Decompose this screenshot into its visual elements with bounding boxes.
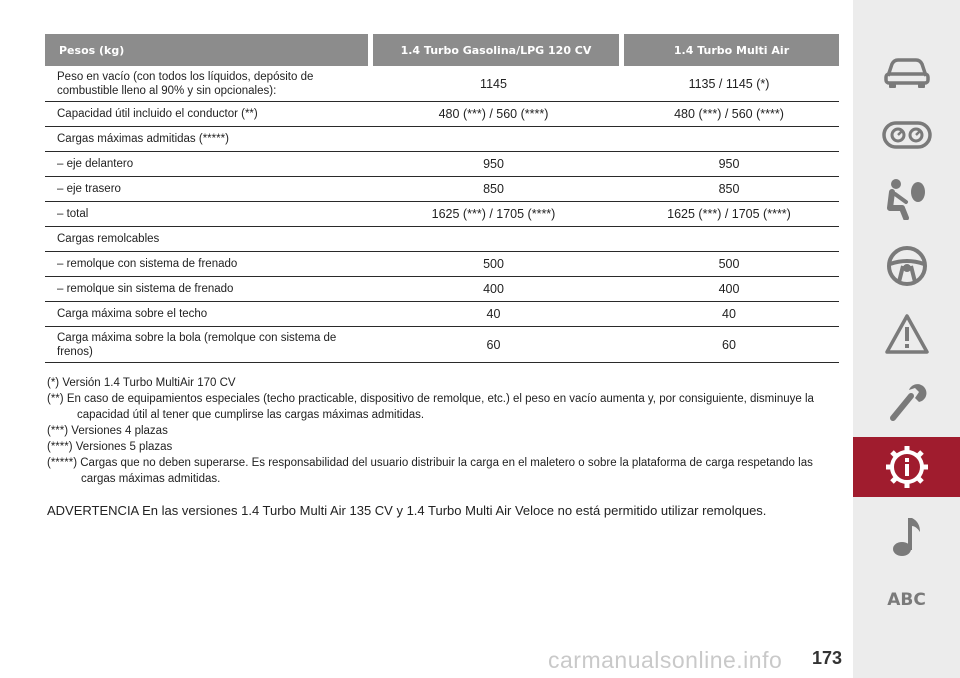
row-value-2: 60	[619, 327, 839, 363]
footnote-mark: (*)	[47, 377, 60, 389]
row-label: – remolque con sistema de frenado	[45, 252, 368, 277]
footnote-5	[47, 455, 842, 487]
row-label: Cargas máximas admitidas (*****)	[45, 127, 368, 152]
sidebar-item-dashboard[interactable]	[853, 105, 960, 165]
row-label: – remolque sin sistema de frenado	[45, 277, 368, 302]
footnote-2	[47, 391, 842, 423]
row-value-2: 950	[619, 152, 839, 177]
row-value-2: 1625 (***) / 1705 (****)	[619, 202, 839, 227]
row-value-1	[368, 227, 619, 252]
table-header-row	[45, 34, 839, 66]
row-label: Cargas remolcables	[45, 227, 368, 252]
row-label: Capacidad útil incluido el conductor (**)	[45, 102, 368, 127]
footnote-text: Cargas que no deben superarse. Es responsabilidad del usuario distribuir la carga en el maletero o sobre la plataforma de carga respetando las	[80, 457, 813, 469]
row-label: Carga máxima sobre el techo	[45, 302, 368, 327]
row-value-2: 850	[619, 177, 839, 202]
footnote-3	[47, 423, 842, 439]
row-label: Peso en vacío (con todos los líquidos, depósito de combustible lleno al 90% y sin opcionales):	[45, 66, 368, 102]
row-value-1: 500	[368, 252, 619, 277]
weights-table	[45, 34, 839, 363]
table-row	[45, 66, 839, 102]
footnotes	[47, 375, 842, 487]
sidebar-item-emergency[interactable]	[853, 304, 960, 364]
row-label: – total	[45, 202, 368, 227]
table-row	[45, 102, 839, 127]
header-gasoline-lpg: 1.4 Turbo Gasolina/LPG 120 CV	[368, 34, 619, 66]
music-note-icon	[890, 514, 924, 558]
footnote-mark: (***)	[47, 425, 69, 437]
row-value-1	[368, 127, 619, 152]
row-label: – eje trasero	[45, 177, 368, 202]
table-row	[45, 202, 839, 227]
footnote-1	[47, 375, 842, 391]
watermark: carmanualsonline.info	[548, 647, 783, 673]
footnote-text: Versiones 5 plazas	[75, 441, 173, 453]
row-value-2: 480 (***) / 560 (****)	[619, 102, 839, 127]
row-value-1: 1145	[368, 66, 619, 102]
table-row	[45, 277, 839, 302]
sidebar-item-multimedia[interactable]	[853, 506, 960, 566]
row-value-2: 500	[619, 252, 839, 277]
table-row	[45, 302, 839, 327]
index-abc-label: ABC	[887, 590, 926, 610]
gear-info-icon	[884, 444, 930, 490]
table-row	[45, 127, 839, 152]
sidebar-item-safety[interactable]	[853, 168, 960, 228]
row-value-2	[619, 127, 839, 152]
row-value-1: 1625 (***) / 1705 (****)	[368, 202, 619, 227]
footnote-text: En caso de equipamientos especiales (techo practicable, dispositivo de remolque, etc.) el peso en vacío aumenta y, por consiguiente, disminuye la	[66, 393, 814, 405]
row-value-1: 400	[368, 277, 619, 302]
table-row	[45, 177, 839, 202]
sidebar-item-index[interactable]	[853, 570, 960, 630]
warning-text: ADVERTENCIA En las versiones 1.4 Turbo Multi Air 135 CV y 1.4 Turbo Multi Air Veloce no está permitido utilizar remolques.	[47, 503, 767, 518]
footnote-text: Versión 1.4 Turbo MultiAir 170 CV	[62, 377, 236, 389]
row-value-1: 480 (***) / 560 (****)	[368, 102, 619, 127]
row-value-2	[619, 227, 839, 252]
wrench-icon	[885, 378, 929, 422]
page-number: 173	[812, 648, 843, 668]
row-label: Carga máxima sobre la bola (remolque con sistema de frenos)	[45, 327, 368, 363]
row-label: – eje delantero	[45, 152, 368, 177]
row-value-1: 850	[368, 177, 619, 202]
chapter-sidebar	[853, 0, 960, 678]
car-icon	[882, 54, 932, 90]
table-row	[45, 327, 839, 363]
row-value-1: 40	[368, 302, 619, 327]
footnote-mark: (****)	[47, 441, 73, 453]
warning-triangle-icon	[884, 313, 930, 355]
footnote-text: Versiones 4 plazas	[71, 425, 168, 437]
row-value-1: 950	[368, 152, 619, 177]
table-row	[45, 252, 839, 277]
steering-wheel-icon	[885, 244, 929, 288]
footnote-4	[47, 439, 842, 455]
sidebar-item-car[interactable]	[853, 42, 960, 102]
footnote-mark: (**)	[47, 393, 64, 405]
row-value-2: 40	[619, 302, 839, 327]
table-row	[45, 152, 839, 177]
footnote-continuation: cargas máximas admitidas.	[81, 473, 221, 485]
table-row	[45, 227, 839, 252]
row-value-1: 60	[368, 327, 619, 363]
header-weights: Pesos (kg)	[45, 34, 368, 66]
header-multiair: 1.4 Turbo Multi Air	[619, 34, 839, 66]
row-value-2: 400	[619, 277, 839, 302]
dashboard-gauges-icon	[882, 120, 932, 150]
sidebar-item-technical-data[interactable]	[853, 437, 960, 497]
seat-airbag-icon	[882, 176, 932, 220]
footnote-continuation: capacidad útil al tener que cumplirse las cargas máximas admitidas.	[77, 409, 425, 421]
footnote-mark: (*****)	[47, 457, 78, 469]
sidebar-item-driving[interactable]	[853, 236, 960, 296]
row-value-2: 1135 / 1145 (*)	[619, 66, 839, 102]
specifications-content	[45, 34, 839, 363]
sidebar-item-maintenance[interactable]	[853, 370, 960, 430]
